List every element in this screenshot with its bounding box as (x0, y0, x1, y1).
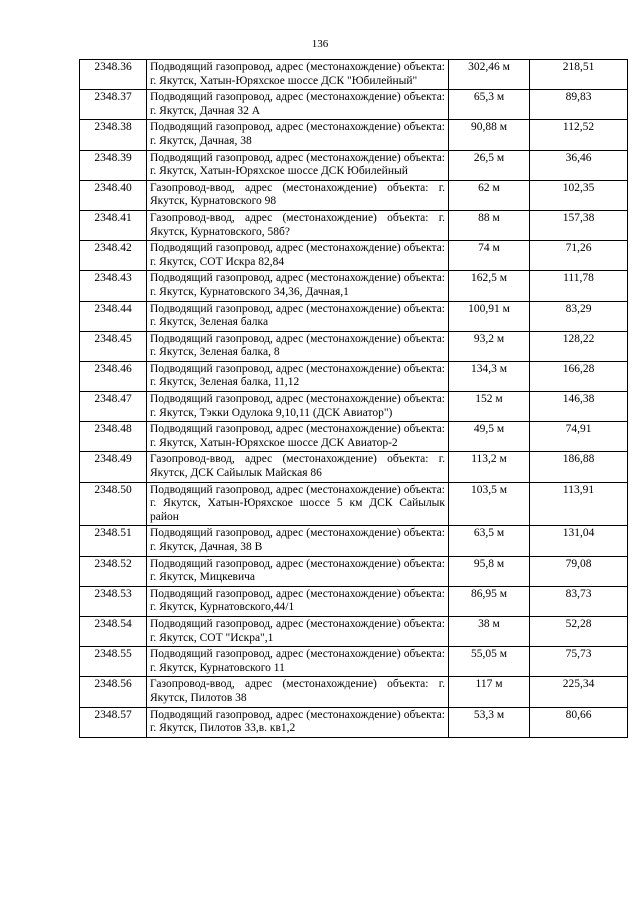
row-number-cell: 2348.46 (80, 361, 147, 391)
value-cell: 146,38 (530, 392, 628, 422)
row-number-cell: 2348.47 (80, 392, 147, 422)
row-number-cell: 2348.48 (80, 422, 147, 452)
length-cell: 63,5 м (449, 526, 530, 556)
table-row (80, 586, 628, 616)
length-cell: 302,46 м (449, 60, 530, 90)
length-cell: 100,91 м (449, 301, 530, 331)
table-row (80, 526, 628, 556)
table-row (80, 301, 628, 331)
length-cell: 74 м (449, 241, 530, 271)
value-cell: 102,35 (530, 180, 628, 210)
length-cell: 113,2 м (449, 452, 530, 482)
description-cell: Подводящий газопровод, адрес (местонахождение) объекта: г. Якутск, СОТ Искра 82,84 (147, 241, 449, 271)
description-cell: Подводящий газопровод, адрес (местонахождение) объекта: г. Якутск, СОТ "Искра",1 (147, 616, 449, 646)
row-number-cell: 2348.37 (80, 90, 147, 120)
table-row (80, 647, 628, 677)
value-cell: 79,08 (530, 556, 628, 586)
value-cell: 218,51 (530, 60, 628, 90)
row-number-cell: 2348.38 (80, 120, 147, 150)
table-row (80, 90, 628, 120)
description-cell: Подводящий газопровод, адрес (местонахождение) объекта: г. Якутск, Курнатовского,44/1 (147, 586, 449, 616)
description-cell: Подводящий газопровод, адрес (местонахождение) объекта: г. Якутск, Зеленая балка, 8 (147, 331, 449, 361)
row-number-cell: 2348.44 (80, 301, 147, 331)
length-cell: 55,05 м (449, 647, 530, 677)
row-number-cell: 2348.50 (80, 482, 147, 526)
value-cell: 52,28 (530, 616, 628, 646)
length-cell: 134,3 м (449, 361, 530, 391)
value-cell: 83,29 (530, 301, 628, 331)
row-number-cell: 2348.40 (80, 180, 147, 210)
row-number-cell: 2348.54 (80, 616, 147, 646)
value-cell: 225,34 (530, 677, 628, 707)
table-row (80, 180, 628, 210)
table-row (80, 150, 628, 180)
table-row (80, 677, 628, 707)
value-cell: 166,28 (530, 361, 628, 391)
description-cell: Подводящий газопровод, адрес (местонахождение) объекта: г. Якутск, Дачная 32 А (147, 90, 449, 120)
row-number-cell: 2348.43 (80, 271, 147, 301)
row-number-cell: 2348.45 (80, 331, 147, 361)
table-row (80, 556, 628, 586)
value-cell: 71,26 (530, 241, 628, 271)
length-cell: 93,2 м (449, 331, 530, 361)
value-cell: 131,04 (530, 526, 628, 556)
value-cell: 74,91 (530, 422, 628, 452)
value-cell: 186,88 (530, 452, 628, 482)
length-cell: 53,3 м (449, 707, 530, 737)
registry-table-body (80, 60, 628, 738)
description-cell: Подводящий газопровод, адрес (местонахождение) объекта: г. Якутск, Курнатовского 34,36, Дачная,1 (147, 271, 449, 301)
row-number-cell: 2348.53 (80, 586, 147, 616)
registry-table (79, 59, 628, 738)
description-cell: Подводящий газопровод, адрес (местонахождение) объекта: г. Якутск, Тэкки Одулока 9,10,11 (ДСК Авиатор") (147, 392, 449, 422)
value-cell: 36,46 (530, 150, 628, 180)
length-cell: 88 м (449, 210, 530, 240)
row-number-cell: 2348.42 (80, 241, 147, 271)
table-row (80, 331, 628, 361)
row-number-cell: 2348.51 (80, 526, 147, 556)
description-cell: Подводящий газопровод, адрес (местонахождение) объекта: г. Якутск, Хатын-Юряхское шоссе 5 км ДСК Сайылык район (147, 482, 449, 526)
length-cell: 95,8 м (449, 556, 530, 586)
description-cell: Подводящий газопровод, адрес (местонахождение) объекта: г. Якутск, Хатын-Юряхское шоссе ДСК Юбилейный (147, 150, 449, 180)
row-number-cell: 2348.56 (80, 677, 147, 707)
row-number-cell: 2348.57 (80, 707, 147, 737)
description-cell: Подводящий газопровод, адрес (местонахождение) объекта: г. Якутск, Зеленая балка (147, 301, 449, 331)
table-row (80, 392, 628, 422)
table-row (80, 452, 628, 482)
description-cell: Подводящий газопровод, адрес (местонахождение) объекта: г. Якутск, Хатын-Юряхское шоссе ДСК "Юбилейный" (147, 60, 449, 90)
table-row (80, 361, 628, 391)
page-number: 136 (311, 38, 329, 50)
value-cell: 89,83 (530, 90, 628, 120)
length-cell: 117 м (449, 677, 530, 707)
description-cell: Подводящий газопровод, адрес (местонахождение) объекта: г. Якутск, Курнатовского 11 (147, 647, 449, 677)
description-cell: Подводящий газопровод, адрес (местонахождение) объекта: г. Якутск, Зеленая балка, 11,12 (147, 361, 449, 391)
description-cell: Газопровод-ввод, адрес (местонахождение) объекта: г. Якутск, Курнатовского, 58б? (147, 210, 449, 240)
description-cell: Подводящий газопровод, адрес (местонахождение) объекта: г. Якутск, Хатын-Юряхское шоссе ДСК Авиатор-2 (147, 422, 449, 452)
value-cell: 80,66 (530, 707, 628, 737)
length-cell: 152 м (449, 392, 530, 422)
description-cell: Подводящий газопровод, адрес (местонахождение) объекта: г. Якутск, Мицкевича (147, 556, 449, 586)
description-cell: Газопровод-ввод, адрес (местонахождение) объекта: г. Якутск, Пилотов 38 (147, 677, 449, 707)
length-cell: 26,5 м (449, 150, 530, 180)
description-cell: Подводящий газопровод, адрес (местонахождение) объекта: г. Якутск, Пилотов 33,в. кв1,2 (147, 707, 449, 737)
length-cell: 49,5 м (449, 422, 530, 452)
value-cell: 75,73 (530, 647, 628, 677)
row-number-cell: 2348.36 (80, 60, 147, 90)
value-cell: 112,52 (530, 120, 628, 150)
table-row (80, 210, 628, 240)
value-cell: 113,91 (530, 482, 628, 526)
length-cell: 38 м (449, 616, 530, 646)
row-number-cell: 2348.39 (80, 150, 147, 180)
value-cell: 83,73 (530, 586, 628, 616)
row-number-cell: 2348.41 (80, 210, 147, 240)
table-row (80, 422, 628, 452)
table-row (80, 271, 628, 301)
row-number-cell: 2348.55 (80, 647, 147, 677)
length-cell: 90,88 м (449, 120, 530, 150)
value-cell: 111,78 (530, 271, 628, 301)
length-cell: 103,5 м (449, 482, 530, 526)
row-number-cell: 2348.49 (80, 452, 147, 482)
value-cell: 157,38 (530, 210, 628, 240)
table-row (80, 60, 628, 90)
length-cell: 162,5 м (449, 271, 530, 301)
description-cell: Подводящий газопровод, адрес (местонахождение) объекта: г. Якутск, Дачная, 38 В (147, 526, 449, 556)
description-cell: Газопровод-ввод, адрес (местонахождение) объекта: г. Якутск, Курнатовского 98 (147, 180, 449, 210)
table-row (80, 241, 628, 271)
length-cell: 65,3 м (449, 90, 530, 120)
description-cell: Газопровод-ввод, адрес (местонахождение) объекта: г. Якутск, ДСК Сайылык Майская 86 (147, 452, 449, 482)
table-row (80, 482, 628, 526)
description-cell: Подводящий газопровод, адрес (местонахождение) объекта: г. Якутск, Дачная, 38 (147, 120, 449, 150)
length-cell: 62 м (449, 180, 530, 210)
length-cell: 86,95 м (449, 586, 530, 616)
value-cell: 128,22 (530, 331, 628, 361)
table-row (80, 120, 628, 150)
table-row (80, 616, 628, 646)
row-number-cell: 2348.52 (80, 556, 147, 586)
table-row (80, 707, 628, 737)
